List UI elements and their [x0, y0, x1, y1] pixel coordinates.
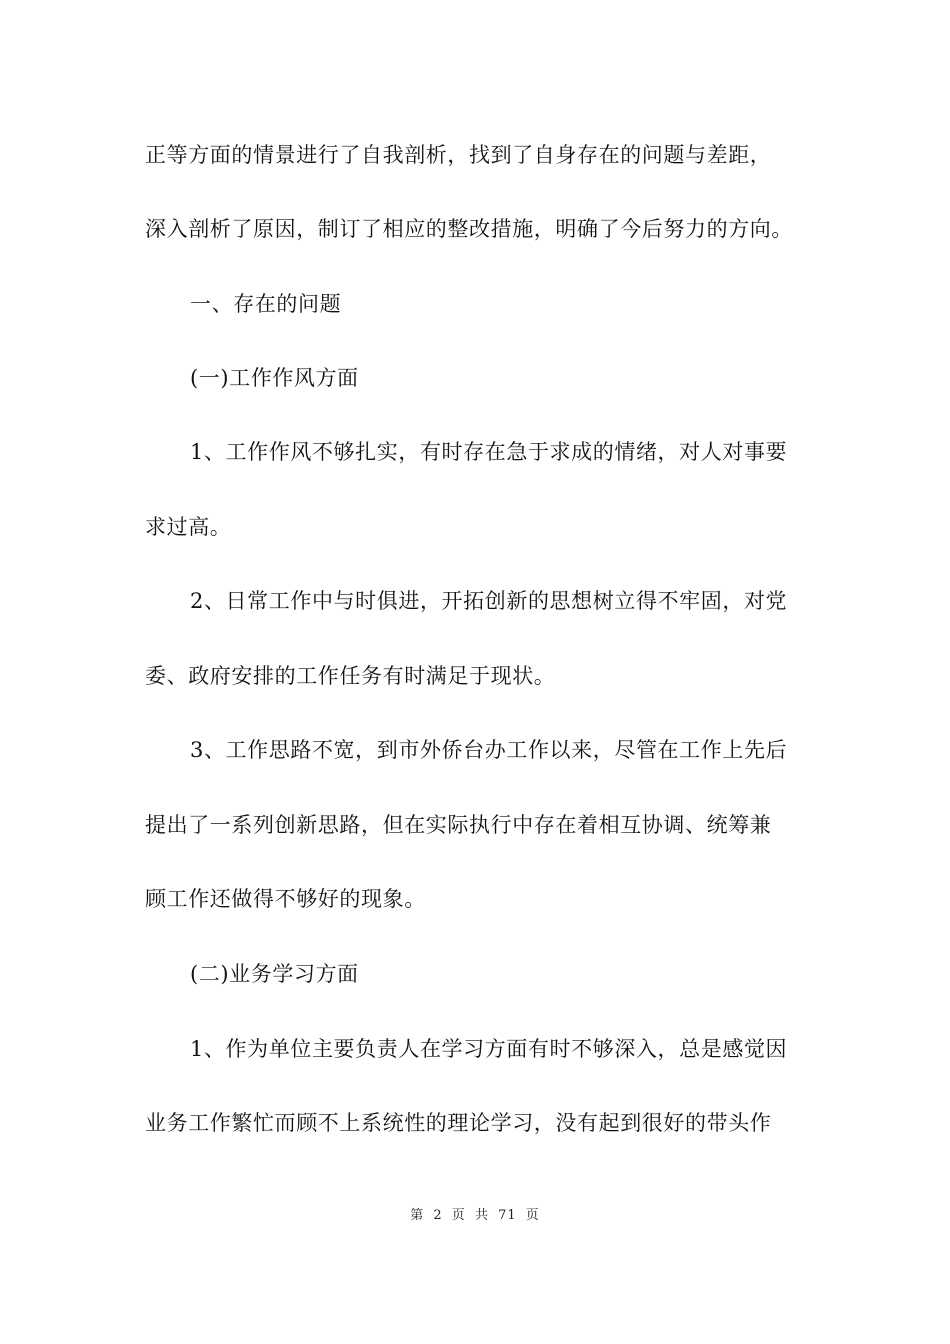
footer-page-label: 页	[451, 1208, 466, 1223]
subsection-heading: (一)工作作风方面	[190, 366, 359, 390]
text-line: 1、作为单位主要负责人在学习方面有时不够深入，总是感觉因	[190, 1037, 788, 1061]
current-page-number: 2	[433, 1208, 443, 1223]
text-line: 顾工作还做得不够好的现象。	[145, 887, 426, 911]
footer-prefix: 第	[410, 1208, 425, 1223]
text-line: 2、日常工作中与时俱进，开拓创新的思想树立得不牢固，对党	[190, 589, 788, 613]
text-line: 深入剖析了原因，制订了相应的整改措施，明确了今后努力的方向。	[145, 217, 793, 241]
text-line: 正等方面的情景进行了自我剖析，找到了自身存在的问题与差距，	[145, 143, 772, 167]
footer-suffix: 页	[525, 1208, 540, 1223]
total-page-number: 71	[498, 1208, 517, 1223]
text-line: 业务工作繁忙而顾不上系统性的理论学习，没有起到很好的带头作	[145, 1111, 772, 1135]
footer-total-prefix: 共	[474, 1208, 489, 1223]
text-line: 提出了一系列创新思路，但在实际执行中存在着相互协调、统筹兼	[145, 813, 772, 837]
page-footer	[0, 1207, 950, 1225]
text-line: 求过高。	[145, 515, 232, 539]
text-line: 委、政府安排的工作任务有时满足于现状。	[145, 664, 556, 688]
text-line: 3、工作思路不宽，到市外侨台办工作以来，尽管在工作上先后	[190, 738, 788, 762]
section-heading: 一、存在的问题	[190, 292, 342, 316]
text-line: 1、工作作风不够扎实，有时存在急于求成的情绪，对人对事要	[190, 440, 788, 464]
subsection-heading: (二)业务学习方面	[190, 962, 359, 986]
